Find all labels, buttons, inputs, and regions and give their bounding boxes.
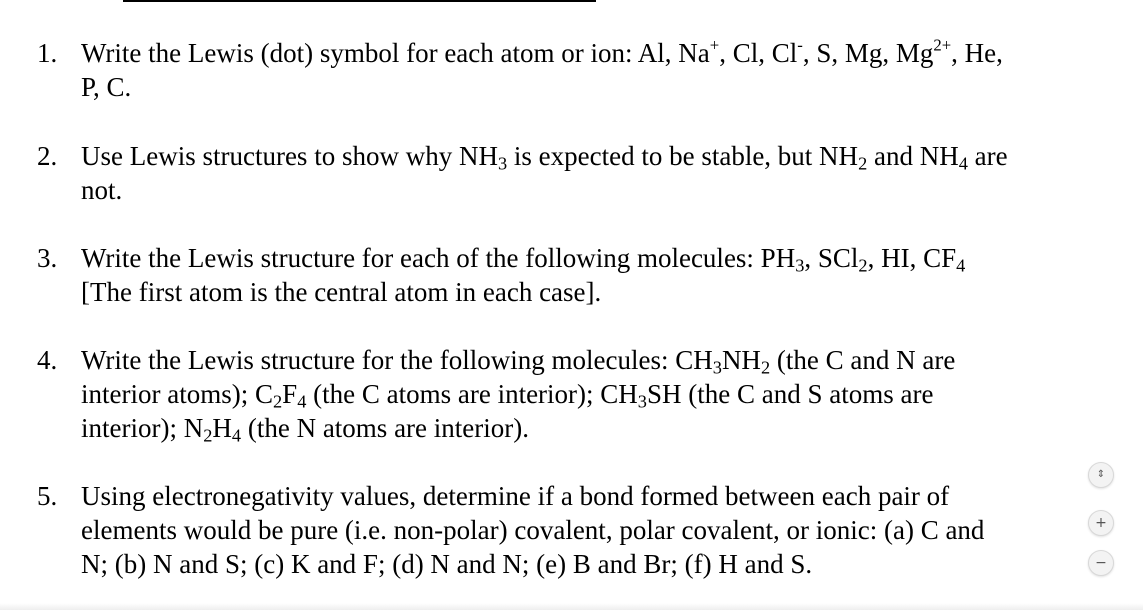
question-text: Write the Lewis (dot) symbol for each atom or ion: Al, Na+, Cl, Cl-, S, Mg, $Mg^{2+}$, He, P, C. — [81, 35, 1003, 102]
question-number: 2. — [37, 141, 58, 171]
page-bottom-edge — [0, 603, 1143, 610]
question-number: 1. — [37, 38, 58, 68]
zoom-in-button[interactable]: + — [1088, 510, 1114, 536]
zoom-out-button[interactable]: − — [1088, 550, 1114, 576]
question-text: Write the Lewis structure for the following molecules: $CH_3NH_2$ (the C and N are interior atoms); $C_2F_4$ (the C atoms are interior); $CH_3SH$ (the C and S atoms are interior); $N_2H_4$ (the N atoms are interior). — [81, 345, 956, 446]
zoom-controls — [1085, 462, 1115, 580]
question-number: 3. — [37, 243, 58, 273]
question-text: Use Lewis structures to show why $NH_3$ is expected to be stable, but $NH_2$ and $NH_4$ are not. — [81, 141, 1008, 205]
question-number: 4. — [37, 345, 58, 375]
question-number: 5. — [37, 481, 58, 511]
question-text: Write the Lewis structure for each of the following molecules: $PH_3$, SCl$_2$, HI, $CF_4$ [The first atom is the central atom in each case]. — [81, 243, 966, 307]
fit-page-icon[interactable]: ⇕ — [1088, 462, 1114, 488]
question-text: Using electronegativity values, determine if a bond formed between each pair of elements would be pure (i.e. non-polar) covalent, polar covalent, or ionic: (a) C and N; (b) N and S; (c) K and F; (d) N and N; (e) B and Br; (f) H and S. — [81, 481, 985, 579]
